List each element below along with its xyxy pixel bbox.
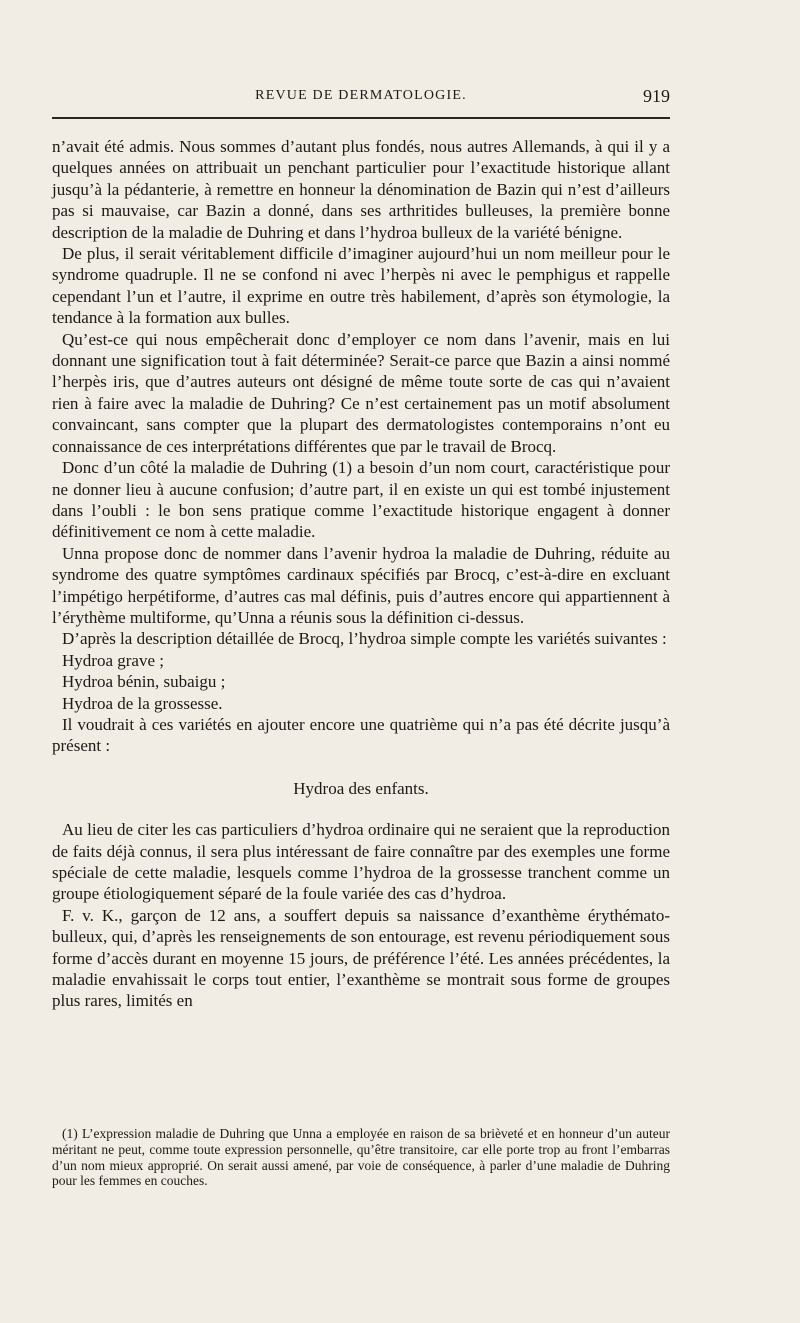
paragraph: Unna propose donc de nommer dans l’avenir hydroa la maladie de Duhring, réduite au syndrome des quatre symptômes cardinaux spécifiés par Brocq, c’est-à-dire en excluant l’impétigo herpétiforme, d’autres cas mal définis, puis d’autres encore qui appartiennent à l’érythème multiforme, qu’Unna a réunis sous la définition ci-dessus.: [52, 543, 670, 627]
footnote: [52, 1126, 670, 1189]
paragraph: Au lieu de citer les cas particuliers d’hydroa ordinaire qui ne seraient que la reproduction de faits déjà connus, il sera plus intéressant de faire connaître par des exemples une forme spéciale de cette maladie, lesquels comme l’hydroa de la grossesse tranchent comme un groupe étiologiquement séparé de la foule variée des cas d’hydroa.: [52, 820, 670, 904]
paragraph: Donc d’un côté la maladie de Duhring (1) a besoin d’un nom court, caractéristique pour ne donner lieu à aucune confusion; d’autre part, il en existe un qui est tombé injustement dans l’oubli : le bon sens pratique comme l’exactitude historique engagent à donner définitivement ce nom à cette maladie.: [52, 458, 670, 542]
paragraph: n’avait été admis. Nous sommes d’autant plus fondés, nous autres Allemands, à qui il y a quelques années on attribuait un penchant particulier pour l’exactitude historique allant jusqu’à la pédanterie, à remettre en honneur la dénomination de Bazin qui n’est d’ailleurs pas si mauvaise, car Bazin a donné, dans ses arthritides bulleuses, la première bonne description de la maladie de Duhring et dans l’hydroa bulleux de la variété bénigne.: [52, 137, 670, 242]
paragraph: Qu’est-ce qui nous empêcherait donc d’employer ce nom dans l’avenir, mais en lui donnant une signification tout à fait déterminée? Serait-ce parce que Bazin a ainsi nommé l’herpès iris, que d’autres auteurs ont désigné de même toute sorte de cas qui n’avaient rien à faire avec la maladie de Duhring? Ce n’est certainement pas un motif absolument convaincant, sans compter que la plupart des dermatologistes contemporains n’ont eu connaissance de ces interprétations différentes que par le travail de Brocq.: [52, 329, 670, 456]
paragraph: D’après la description détaillée de Brocq, l’hydroa simple compte les variétés suivantes :: [62, 629, 667, 649]
paragraph: De plus, il serait véritablement difficile d’imaginer aujourd’hui un nom meilleur pour le syndrome quadruple. Il ne se confond ni avec l’herpès ni avec le pemphigus et rappelle cependant l’un et l’autre, il exprime en outre très habilement, d’après son étymologie, la tendance à la formation aux bulles.: [52, 244, 670, 328]
variety-item: Hydroa grave ;: [62, 650, 164, 670]
running-head: [52, 86, 670, 108]
paragraph: Il voudrait à ces variétés en ajouter encore une quatrième qui n’a pas été décrite jusqu’à présent :: [52, 714, 670, 756]
variety-item: Hydroa bénin, subaigu ;: [62, 672, 226, 692]
page-number: 919: [643, 86, 670, 106]
header-rule: [52, 117, 670, 119]
section-heading: Hydroa des enfants.: [293, 778, 429, 798]
variety-item: Hydroa de la grossesse.: [62, 693, 223, 713]
paragraph: F. v. K., garçon de 12 ans, a souffert depuis sa naissance d’exanthème érythémato-bulleux, qui, d’après les renseignements de son entourage, est revenu périodiquement sous forme d’accès durant en moyenne 15 jours, de préférence l’été. Les années précédentes, la maladie envahissait le corps tout entier, l’exanthème se montrait sous forme de groupes plus rares, limités en: [52, 905, 670, 1011]
main-text: [52, 136, 670, 1012]
footnote-text: (1) L’expression maladie de Duhring que Unna a employée en raison de sa brièveté et en honneur d’un auteur méritant ne peut, comme toute expression personnelle, qu’être transitoire, car elle porte trop au front l’embarras d’un nom mieux approprié. On serait aussi amené, par voie de conséquence, à parler d’une maladie de Duhring pour les femmes en couches.: [52, 1126, 670, 1189]
running-title: REVUE DE DERMATOLOGIE.: [255, 88, 467, 103]
